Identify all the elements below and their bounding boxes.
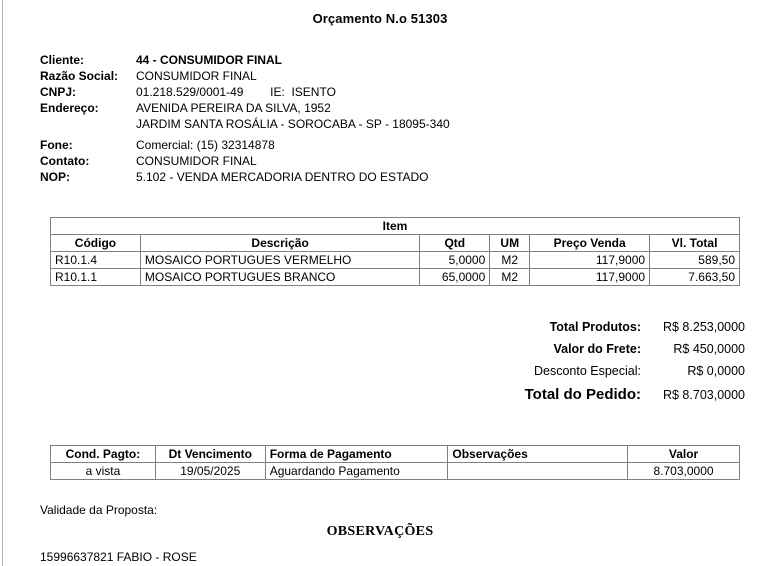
items-col-preco-venda: Preço Venda (530, 235, 650, 252)
payment-col-valor: Valor (628, 446, 740, 463)
payment-col-observacoes: Observações (448, 446, 628, 463)
totals-row-frete (470, 342, 745, 364)
item-vl-total: 7.663,50 (650, 269, 740, 286)
field-value-endereco: AVENIDA PEREIRA DA SILVA, 1952 (136, 101, 331, 115)
payment-col-forma-pagamento: Forma de Pagamento (265, 446, 448, 463)
field-value-contato: CONSUMIDOR FINAL (136, 154, 257, 168)
items-col-descricao: Descrição (140, 235, 419, 252)
item-preco-venda: 117,9000 (530, 252, 650, 269)
customer-row-razao-social (40, 68, 640, 84)
totals-row-pedido (470, 386, 745, 410)
item-um: M2 (490, 252, 530, 269)
totals-value-desconto: R$ 0,0000 (687, 364, 745, 378)
customer-row-nop (40, 169, 640, 185)
field-value-cliente: 44 - CONSUMIDOR FINAL (136, 53, 283, 67)
field-value-fone: Comercial: (15) 32314878 (136, 138, 275, 152)
customer-row-endereco (40, 100, 640, 116)
totals-label-pedido: Total do Pedido: (524, 386, 641, 403)
field-label-endereco: Endereço: (40, 101, 99, 115)
item-um: M2 (490, 269, 530, 286)
table-row (51, 269, 740, 286)
payment-col-dt-vencimento: Dt Vencimento (155, 446, 265, 463)
items-table-group-header-row (51, 218, 740, 235)
payment-table-header-row (51, 446, 740, 463)
totals-value-pedido: R$ 8.703,0000 (662, 388, 745, 402)
table-row (51, 463, 740, 480)
observacoes-text: 15996637821 FABIO - ROSE (40, 550, 197, 564)
payment-observacoes (448, 463, 628, 480)
item-qtd: 5,0000 (420, 252, 490, 269)
field-label-cliente: Cliente: (40, 53, 85, 67)
customer-row-fone (40, 137, 640, 153)
payment-forma-pagamento: Aguardando Pagamento (265, 463, 448, 480)
items-table-header-row (51, 235, 740, 252)
field-value-razao-social: CONSUMIDOR FINAL (136, 69, 257, 83)
totals-row-produtos (470, 320, 745, 342)
field-label-cnpj: CNPJ: (40, 85, 77, 99)
items-col-vl-total: Vl. Total (650, 235, 740, 252)
field-label-nop: NOP: (40, 170, 70, 184)
field-label-razao-social: Razão Social: (40, 69, 119, 83)
customer-row-cliente (40, 52, 640, 68)
field-value-cnpj-ie: 01.218.529/0001-49 IE: ISENTO (136, 85, 336, 99)
items-table-group-header: Item (51, 218, 740, 235)
item-descricao: MOSAICO PORTUGUES BRANCO (140, 269, 419, 286)
item-preco-venda: 117,9000 (530, 269, 650, 286)
item-qtd: 65,0000 (420, 269, 490, 286)
field-value-bairro-cidade-cep: JARDIM SANTA ROSÁLIA - SOROCABA - SP - 18095-340 (136, 117, 450, 131)
totals-label-frete: Valor do Frete: (553, 342, 641, 356)
totals-label-desconto: Desconto Especial: (533, 364, 641, 378)
payment-cond-pagto: a vista (51, 463, 156, 480)
customer-info-block (40, 52, 640, 185)
table-row (51, 252, 740, 269)
items-col-um: UM (490, 235, 530, 252)
items-table (50, 217, 740, 286)
observacoes-heading: OBSERVAÇÕES (326, 524, 434, 539)
totals-value-frete: R$ 450,0000 (673, 342, 745, 356)
item-codigo: R10.1.1 (51, 269, 141, 286)
totals-row-desconto (470, 364, 745, 386)
page-title: Orçamento N.o 51303 (312, 11, 448, 26)
item-descricao: MOSAICO PORTUGUES VERMELHO (140, 252, 419, 269)
customer-row-bairro-cidade (40, 116, 640, 132)
customer-row-contato (40, 153, 640, 169)
payment-col-cond-pagto: Cond. Pagto: (51, 446, 156, 463)
customer-row-cnpj (40, 84, 640, 100)
totals-block (470, 320, 745, 410)
field-value-nop: 5.102 - VENDA MERCADORIA DENTRO DO ESTADO (136, 170, 429, 184)
payment-dt-vencimento: 19/05/2025 (155, 463, 265, 480)
totals-value-produtos: R$ 8.253,0000 (662, 320, 745, 334)
items-col-qtd: Qtd (420, 235, 490, 252)
validade-proposta-label: Validade da Proposta: (40, 503, 158, 517)
field-label-contato: Contato: (40, 154, 90, 168)
totals-label-produtos: Total Produtos: (549, 320, 641, 334)
item-vl-total: 589,50 (650, 252, 740, 269)
item-codigo: R10.1.4 (51, 252, 141, 269)
payment-conditions-table (50, 445, 740, 480)
field-label-fone: Fone: (40, 138, 73, 152)
items-col-codigo: Código (51, 235, 141, 252)
payment-valor: 8.703,0000 (628, 463, 740, 480)
